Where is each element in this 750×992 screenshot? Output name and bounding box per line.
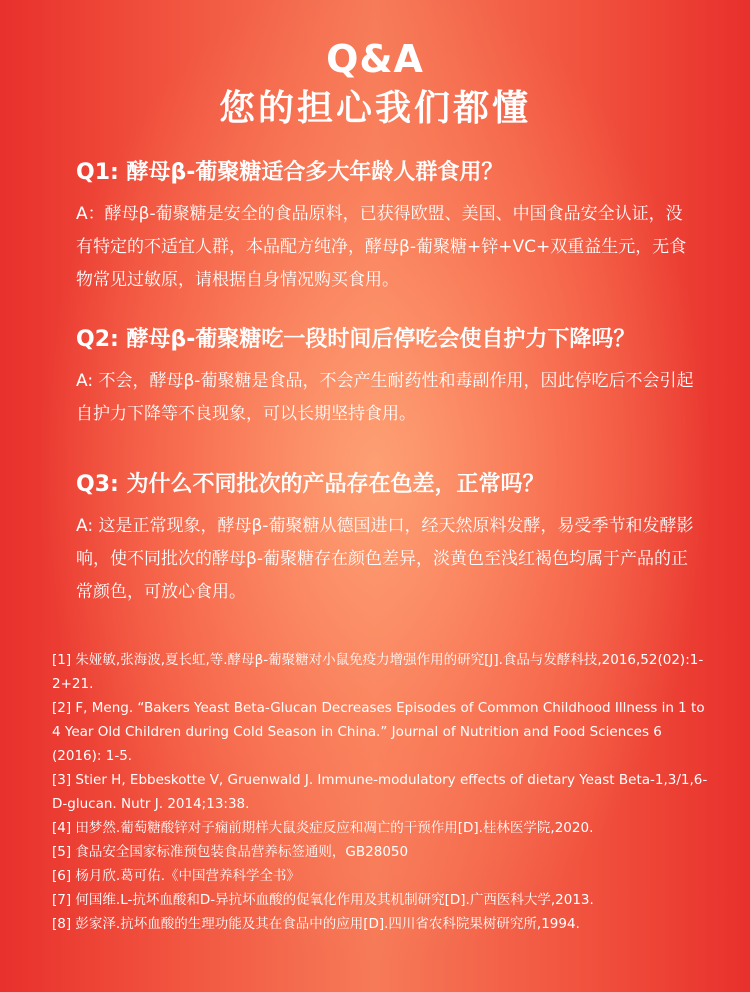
answer-1: A：酵母β-葡聚糖是安全的食品原料，已获得欧盟、美国、中国食品安全认证，没有特定的不适宜人群，本品配方纯净，酵母β-葡聚糖+锌+VC+双重益生元，无食物常见过敏原，请根据自身情况购买食用。 [76, 204, 687, 290]
page-header [0, 0, 750, 134]
answer-2: A: 不会，酵母β-葡聚糖是食品，不会产生耐药性和毒副作用，因此停吃后不会引起自护力下降等不良现象，可以长期坚持食用。 [76, 371, 694, 424]
qa-item-2 [76, 325, 696, 431]
question-2: Q2: 酵母β-葡聚糖吃一段时间后停吃会使自护力下降吗？ [76, 327, 636, 352]
qa-item-1 [76, 158, 696, 297]
question-1: Q1: 酵母β-葡聚糖适合多大年龄人群食用？ [76, 160, 504, 185]
reference-list [52, 648, 712, 936]
reference-item: [1] 朱娅敏,张海波,夏长虹,等.酵母β-葡聚糖对小鼠免疫力增强作用的研究[J].食品与发酵科技,2016,52(02):1-2+21. [52, 652, 704, 692]
reference-item: [7] 何国维.L-抗坏血酸和D-异抗坏血酸的促氧化作用及其机制研究[D].广西医科大学,2013. [52, 892, 594, 908]
reference-item: [6] 杨月欣.葛可佑.《中国营养科学全书》 [52, 868, 300, 884]
answer-3: A: 这是正常现象，酵母β-葡聚糖从德国进口，经天然原料发酵，易受季节和发酵影响，使不同批次的酵母β-葡聚糖存在颜色差异，淡黄色至浅红褐色均属于产品的正常颜色，可放心食用。 [76, 516, 694, 602]
qa-item-3 [76, 470, 696, 609]
reference-item: [5] 食品安全国家标准预包装食品营养标签通则，GB28050 [52, 844, 409, 860]
reference-item: [8] 彭家泽.抗坏血酸的生理功能及其在食品中的应用[D].四川省农科院果树研究所,1994. [52, 916, 580, 932]
reference-item: [3] Stier H, Ebbeskotte V, Gruenwald J. Immune-modulatory effects of dietary Yeast Beta-1,3/1,6-D-glucan. Nutr J. 2014;13:38. [52, 772, 708, 812]
page-title-en: Q&A [326, 37, 424, 81]
question-3: Q3: 为什么不同批次的产品存在色差，正常吗？ [76, 472, 545, 497]
page-title-cn: 您的担心我们都懂 [218, 88, 531, 129]
reference-item: [4] 田梦然.葡萄糖酸锌对子痫前期样大鼠炎症反应和凋亡的干预作用[D].桂林医学院,2020. [52, 820, 594, 836]
reference-item: [2] F, Meng. “Bakers Yeast Beta-Glucan Decreases Episodes of Common Childhood Illness in 1 to 4 Year Old Children during Cold Season in China.” Journal of Nutrition and Food Sciences 6 (2016): 1-5. [52, 700, 705, 764]
